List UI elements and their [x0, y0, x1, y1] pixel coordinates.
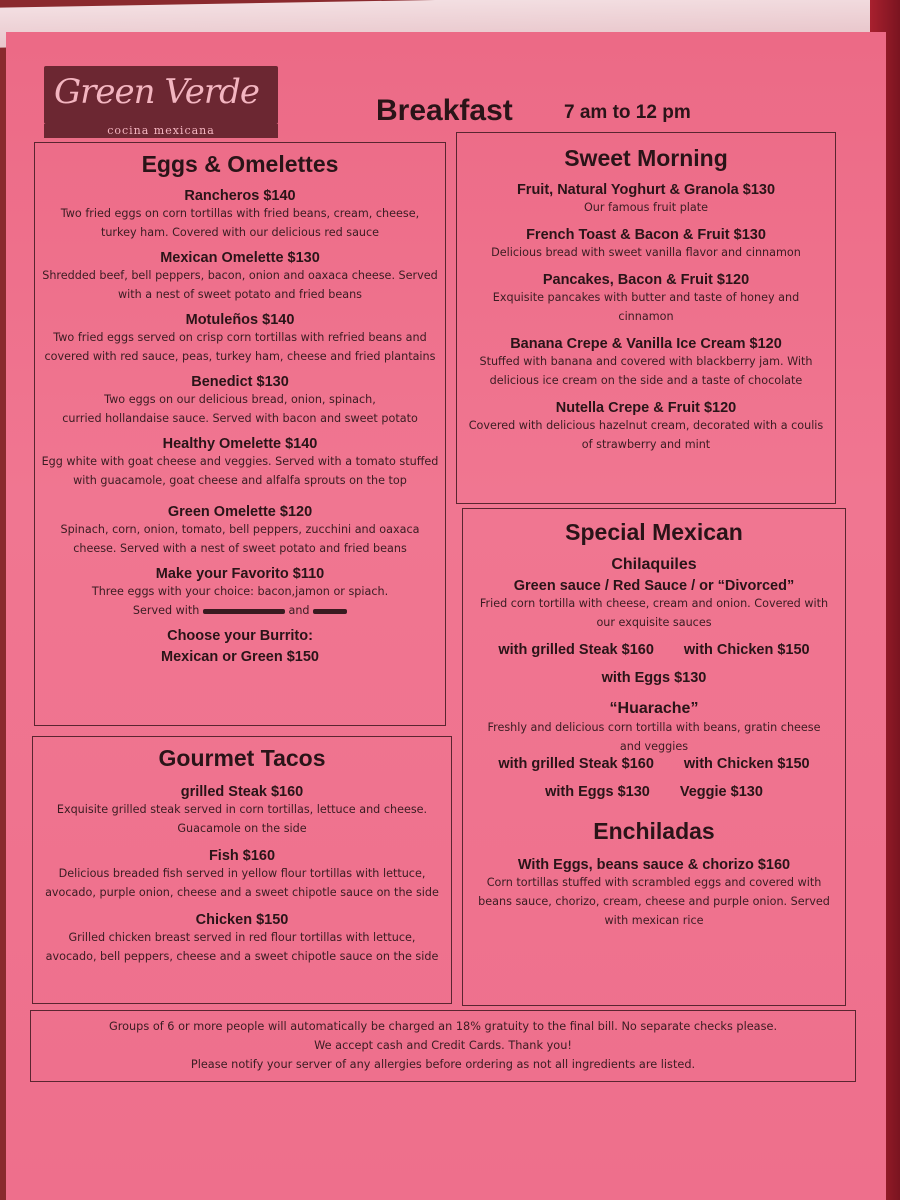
item-description: and veggies: [619, 740, 689, 753]
section-heading: Eggs & Omelettes: [141, 151, 339, 177]
item-description: Exquisite grilled steak served in corn tortillas, lettuce and cheese.: [56, 803, 428, 816]
item-name: Chilaquiles: [611, 556, 697, 573]
item-description: Shredded beef, bell peppers, bacon, onion and oaxaca cheese. Served: [42, 269, 438, 282]
menu-item: [33, 848, 451, 902]
item-description: delicious ice cream on the side and a taste of chocolate: [489, 374, 803, 387]
item-description: Corn tortillas stuffed with scrambled eggs and covered with: [486, 876, 822, 889]
price-option: with Eggs $130: [545, 784, 650, 800]
item-description: Guacamole on the side: [177, 822, 307, 835]
item-description: Egg white with goat cheese and veggies. Served with a tomato stuffed: [41, 455, 439, 468]
menu-item: [457, 336, 835, 390]
item-description: Spinach, corn, onion, tomato, bell peppers, zucchini and oaxaca: [60, 523, 420, 536]
item-description: cinnamon: [618, 310, 674, 323]
item-name: Green Omelette $120: [167, 504, 313, 520]
item-name: Nutella Crepe & Fruit $120: [555, 400, 737, 416]
item-description: avocado, purple onion, cheese and a sweet chipotle sauce on the side: [45, 886, 439, 899]
logo-text: Green Verde: [54, 72, 260, 112]
item-name: “Huarache”: [609, 700, 699, 717]
menu-item: [35, 312, 445, 366]
item-description: with guacamole, goat cheese and alfalfa sprouts on the top: [73, 474, 407, 487]
menu-item: [35, 188, 445, 242]
item-description: turkey ham. Covered with our delicious red sauce: [100, 226, 380, 239]
item-description: with a nest of sweet potato and fried beans: [117, 288, 362, 301]
item-description: curried hollandaise sauce. Served with bacon and sweet potato: [62, 412, 418, 425]
item-name: Benedict $130: [191, 374, 289, 390]
menu-item: [35, 374, 445, 428]
item-description: Covered with delicious hazelnut cream, decorated with a coulis: [468, 419, 824, 432]
item-name: grilled Steak $160: [180, 784, 304, 800]
item-name: With Eggs, beans sauce & chorizo $160: [517, 857, 791, 873]
logo-subtitle: cocina mexicana: [44, 124, 278, 138]
item-description: Exquisite pancakes with butter and taste of honey and: [492, 291, 800, 304]
item-description: Grilled chicken breast served in red flour tortillas with lettuce,: [68, 931, 416, 944]
section-heading: Gourmet Tacos: [158, 745, 326, 771]
menu-item: [457, 272, 835, 326]
chilaquiles-block: [463, 556, 845, 686]
item-name: Mexican Omelette $130: [160, 250, 320, 266]
item-name: Pancakes, Bacon & Fruit $120: [542, 272, 750, 288]
section-gourmet-tacos: [32, 736, 452, 1004]
footer-line: Groups of 6 or more people will automatically be charged an 18% gratuity to the final bill. No separate checks please.: [108, 1020, 778, 1033]
item-description: avocado, bell peppers, cheese and a sweet chipotle sauce on the side: [45, 950, 439, 963]
section-eggs-omelettes: [34, 142, 446, 726]
item-description: cheese. Served with a nest of sweet potato and fried beans: [73, 542, 407, 555]
price-row: [463, 642, 845, 658]
price-option: with Eggs $130: [601, 670, 707, 686]
price-option: with Chicken $150: [683, 756, 810, 772]
price-option: with Chicken $150: [683, 642, 810, 658]
item-name: Banana Crepe & Vanilla Ice Cream $120: [510, 336, 782, 352]
redaction-mark: [313, 609, 347, 614]
item-description: with mexican rice: [604, 914, 704, 927]
menu-item: [457, 400, 835, 454]
item-name: Healthy Omelette $140: [162, 436, 318, 452]
menu-item: [35, 504, 445, 558]
item-description: covered with red sauce, peas, turkey ham, cheese and fried plantains: [44, 350, 436, 363]
menu-item: [35, 566, 445, 620]
menu-item: [35, 436, 445, 490]
section-special-mexican: [462, 508, 846, 1006]
menu-item: [35, 250, 445, 304]
item-description: Fried corn tortilla with cheese, cream and onion. Covered with: [479, 597, 829, 610]
item-name: Fruit, Natural Yoghurt & Granola $130: [516, 182, 776, 198]
section-heading: Sweet Morning: [564, 145, 728, 171]
menu-item: [457, 227, 835, 262]
item-description: of strawberry and mint: [581, 438, 711, 451]
item-description: Our famous fruit plate: [583, 201, 709, 214]
menu-item: [33, 912, 451, 966]
price-option: Veggie $130: [679, 784, 763, 800]
item-description: Two eggs on our delicious bread, onion, spinach,: [104, 393, 376, 406]
item-description: Freshly and delicious corn tortilla with beans, gratin cheese: [487, 721, 821, 734]
menu-item: [457, 182, 835, 217]
item-name: Fish $160: [208, 848, 276, 864]
hours: 7 am to 12 pm: [564, 102, 691, 123]
section-sweet-morning: [456, 132, 836, 504]
item-options: Green sauce / Red Sauce / or “Divorced”: [513, 578, 795, 594]
logo: [44, 66, 284, 138]
item-description: Two fried eggs served on crisp corn tortillas with refried beans and: [53, 331, 427, 344]
menu-item: [463, 857, 845, 930]
burrito-block: [35, 628, 445, 665]
item-description: beans sauce, chorizo, cream, cheese and purple onion. Served: [478, 895, 830, 908]
item-name: Choose your Burrito:: [167, 628, 313, 644]
price-option: with grilled Steak $160: [498, 756, 654, 772]
item-name: Rancheros $140: [184, 188, 296, 204]
item-name: Make your Favorito $110: [155, 566, 325, 582]
redaction-mark: [203, 609, 285, 614]
huarache-block: [463, 700, 845, 800]
price-row: [463, 670, 845, 686]
section-heading: Special Mexican: [565, 519, 743, 545]
item-description-part: and: [288, 604, 310, 617]
item-name: French Toast & Bacon & Fruit $130: [526, 227, 766, 243]
item-description: Delicious breaded fish served in yellow flour tortillas with lettuce,: [58, 867, 426, 880]
item-name: Motuleños $140: [185, 312, 295, 328]
item-description: our exquisite sauces: [596, 616, 712, 629]
item-description: Three eggs with your choice: bacon,jamon or spiach.: [91, 585, 389, 598]
item-description: Stuffed with banana and covered with blackberry jam. With: [479, 355, 813, 368]
page-title: Breakfast: [376, 94, 513, 127]
item-description: Delicious bread with sweet vanilla flavor and cinnamon: [491, 246, 801, 259]
footer-line: We accept cash and Credit Cards. Thank you!: [314, 1039, 572, 1052]
item-description-part: Served with: [132, 604, 200, 617]
footer-notice: [30, 1010, 856, 1082]
item-name: Mexican or Green $150: [161, 649, 319, 665]
price-row: [463, 756, 845, 772]
footer-line: Please notify your server of any allergies before ordering as not all ingredients are listed.: [190, 1058, 696, 1071]
price-row: [463, 784, 845, 800]
item-description: Two fried eggs on corn tortillas with fried beans, cream, cheese,: [60, 207, 420, 220]
subsection-heading: Enchiladas: [593, 818, 715, 844]
item-name: Chicken $150: [195, 912, 289, 928]
price-option: with grilled Steak $160: [498, 642, 654, 658]
item-description: [35, 601, 445, 620]
menu-item: [33, 784, 451, 838]
